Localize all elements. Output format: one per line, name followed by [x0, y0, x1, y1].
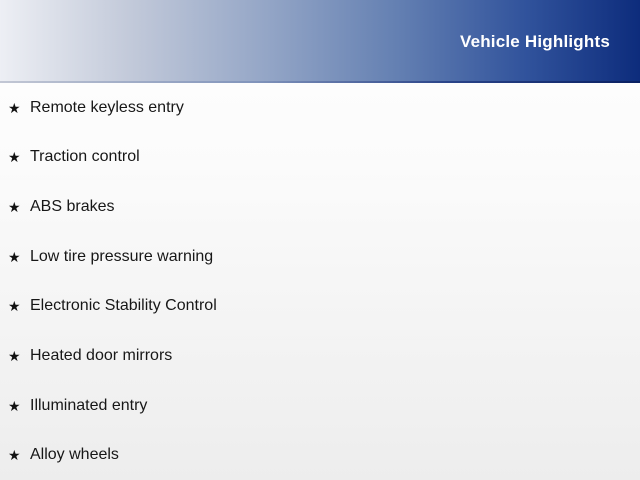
list-item [0, 133, 640, 183]
feature-label: Low tire pressure warning [30, 247, 214, 265]
star-bullet-icon: ★ [8, 149, 21, 166]
list-item [0, 182, 640, 232]
list-item [0, 381, 640, 431]
list-item [0, 430, 640, 480]
feature-label: ABS brakes [30, 198, 115, 216]
page-title: Vehicle Highlights [459, 31, 610, 51]
star-bullet-icon: ★ [8, 99, 21, 116]
list-item [0, 232, 640, 282]
list-item [0, 282, 640, 332]
star-bullet-icon: ★ [8, 397, 21, 414]
list-item [0, 331, 640, 381]
feature-list [0, 83, 640, 480]
header-banner [0, 0, 640, 83]
star-bullet-icon: ★ [8, 199, 21, 216]
feature-label: Electronic Stability Control [30, 297, 217, 315]
feature-label: Illuminated entry [30, 396, 148, 414]
star-bullet-icon: ★ [8, 347, 21, 364]
feature-label: Traction control [30, 148, 140, 166]
feature-label: Heated door mirrors [30, 346, 173, 364]
feature-label: Alloy wheels [30, 446, 119, 464]
feature-label: Remote keyless entry [30, 98, 184, 116]
star-bullet-icon: ★ [8, 248, 21, 265]
star-bullet-icon: ★ [8, 447, 21, 464]
list-item [0, 83, 640, 133]
star-bullet-icon: ★ [8, 298, 21, 315]
